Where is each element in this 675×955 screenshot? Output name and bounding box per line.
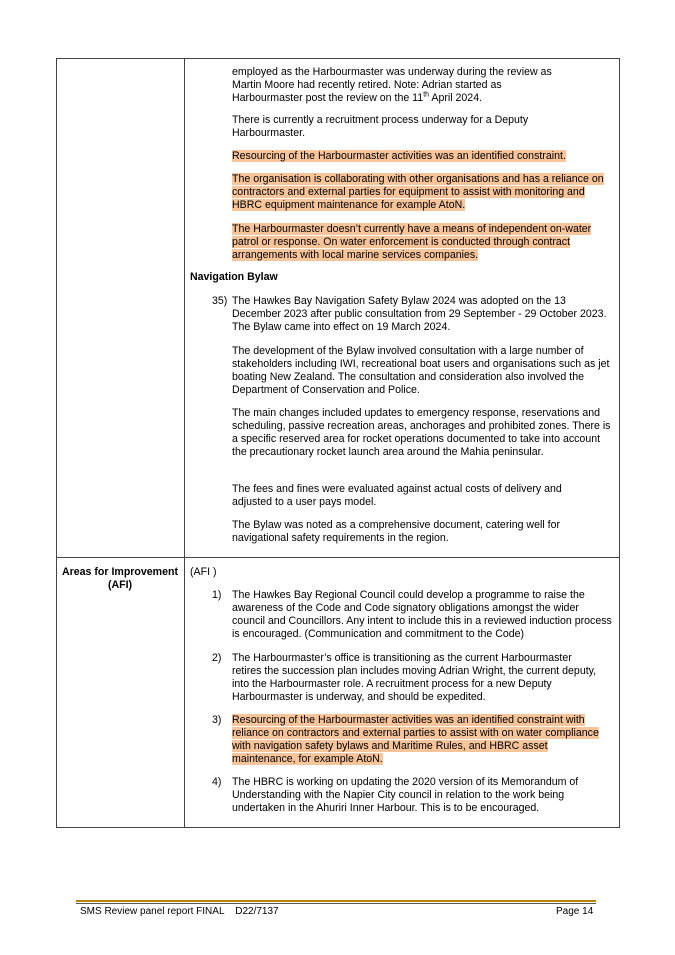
bylaw-paragraph-1: The Hawkes Bay Navigation Safety Bylaw 2024 was adopted on the 13 December 2023 after public consultation from 29 September - 29 October 2023. The Bylaw came into effect on 19 March 2024. [232, 295, 607, 333]
table-row-divider [56, 557, 620, 558]
afi-tag: (AFI ) [190, 566, 217, 578]
text-line: Martin Moore had recently retired. Note: Adrian started as [232, 79, 502, 91]
afi-item-4: The HBRC is working on updating the 2020 version of its Memorandum of Understanding with the Napier City council in relation to the work being undertaken in the Ahuriri Inner Harbour. This is to be encouraged. [232, 776, 579, 814]
paragraph-resourcing-constraint: Resourcing of the Harbourmaster activities was an identified constraint. [232, 150, 566, 162]
item-number: 35) [212, 295, 228, 307]
bylaw-paragraph-3: The main changes included updates to emergency response, reservations and scheduling, passive recreation areas, anchorages and prohibited zones. There is a specific reserved area for rocket operations documented to take into account the precautionary rocket launch area around the Mahia peninsular. [232, 407, 611, 458]
bylaw-paragraph-5: The Bylaw was noted as a comprehensive document, catering well for navigational safety requirements in the region. [232, 519, 560, 544]
bylaw-paragraph-2: The development of the Bylaw involved consultation with a large number of stakeholders including IWI, recreational boat users and organisations such as jet boating New Zealand. The consultation and consideration also involved the Department of Conservation and Police. [232, 345, 610, 396]
footer-document-info: SMS Review panel report FINAL D22/7137 [80, 906, 279, 917]
afi-item-number: 1) [212, 589, 222, 601]
afi-item-2: The Harbourmaster’s office is transitioning as the current Harbourmaster retires the succession plan includes moving Adrian Wright, the current deputy, into the Harbourmaster role. A recruitment process for a new Deputy Harbourmaster is underway, and should be expedited. [232, 652, 597, 703]
navigation-bylaw-heading: Navigation Bylaw [190, 271, 278, 283]
afi-item-1: The Hawkes Bay Regional Council could develop a programme to raise the awareness of the Code and Code signatory obligations amongst the wider council and Councillors. Any intent to include this in a reviewed induction process is encouraged. (Communication and commitment to the Code) [232, 589, 612, 640]
afi-row-label: Areas for Improvement (AFI) [62, 566, 178, 591]
afi-item-number: 2) [212, 652, 222, 664]
text-line: Harbourmaster post the review on the 11th April 2024. [232, 91, 483, 104]
continued-paragraph [232, 66, 612, 105]
paragraph-collaboration: The organisation is collaborating with other organisations and has a reliance on contractors and external parties for equipment to assist with monitoring and HBRC equipment maintenance for example AtoN. [232, 173, 604, 211]
afi-item-number: 3) [212, 714, 222, 726]
afi-item-3: Resourcing of the Harbourmaster activities was an identified constraint with reliance on contractors and external parties to assist with on water compliance with navigation safety bylaws and Maritime Rules, and HBRC asset maintenance, for example AtoN. [232, 714, 599, 765]
bylaw-paragraph-4: The fees and fines were evaluated against actual costs of delivery and adjusted to a user pays model. [232, 483, 562, 508]
afi-item-number: 4) [212, 776, 222, 788]
footer-page-number: Page 14 [556, 906, 594, 917]
footer-rule [76, 903, 596, 904]
paragraph-deputy-recruitment: There is currently a recruitment process underway for a Deputy Harbourmaster. [232, 114, 529, 139]
paragraph-on-water-patrol: The Harbourmaster doesn’t currently have a means of independent on-water patrol or response. On water enforcement is conducted through contract arrangements with local marine services companies. [232, 223, 592, 261]
table-column-divider [184, 58, 185, 828]
footer-rule [76, 900, 596, 902]
text-line: employed as the Harbourmaster was underway during the review as [232, 66, 552, 78]
